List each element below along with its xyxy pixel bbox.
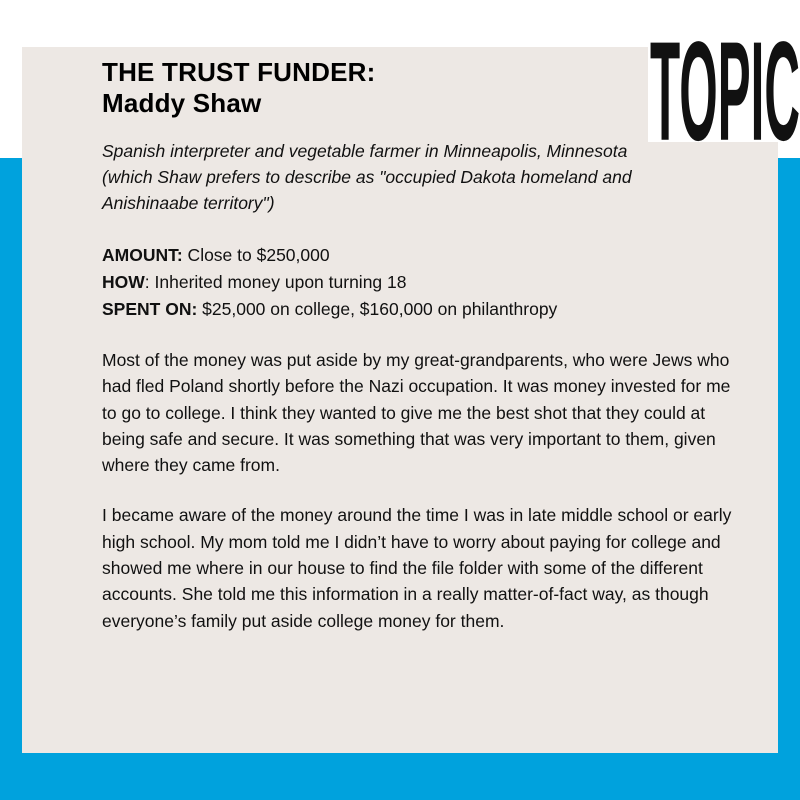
fact-label: AMOUNT: [102, 245, 183, 265]
fact-value: $25,000 on college, $160,000 on philanthropy [197, 299, 558, 319]
article-content [102, 57, 742, 634]
fact-value: : Inherited money upon turning 18 [144, 272, 407, 292]
paragraph: Most of the money was put aside by my great-grandparents, who were Jews who had fled Poland shortly before the Nazi occupation. It was money invested for me to go to college. I think they wanted to give me the best shot that they could at being safe and secure. It was something that was very important to them, given where they came from. [102, 350, 731, 476]
fact-how [102, 269, 742, 296]
article-title [102, 57, 742, 119]
title-line-2: Maddy Shaw [102, 88, 262, 118]
fact-amount [102, 242, 742, 269]
topic-logo [648, 0, 800, 142]
facts-list [102, 242, 742, 323]
title-line-1: THE TRUST FUNDER: [102, 57, 376, 87]
fact-value: Close to $250,000 [182, 245, 330, 265]
topic-logo-text: TOPIC [650, 12, 800, 142]
fact-spent-on [102, 296, 742, 323]
fact-label: HOW [102, 272, 145, 292]
article-card [22, 47, 778, 753]
topic-logo-mark [648, 0, 800, 142]
fact-label: SPENT ON: [102, 299, 198, 319]
paragraph: I became aware of the money around the time I was in late middle school or early high school. My mom told me I didn’t have to worry about paying for college and showed me where in our house to find the file folder with some of the different accounts. She told me this information in a really matter-of-fact way, as though everyone’s family put aside college money for them. [102, 505, 732, 631]
article-subtitle: Spanish interpreter and vegetable farmer in Minneapolis, Minnesota (which Shaw prefers to describe as "occupied Dakota homeland and Anishinaabe territory") [102, 141, 632, 213]
